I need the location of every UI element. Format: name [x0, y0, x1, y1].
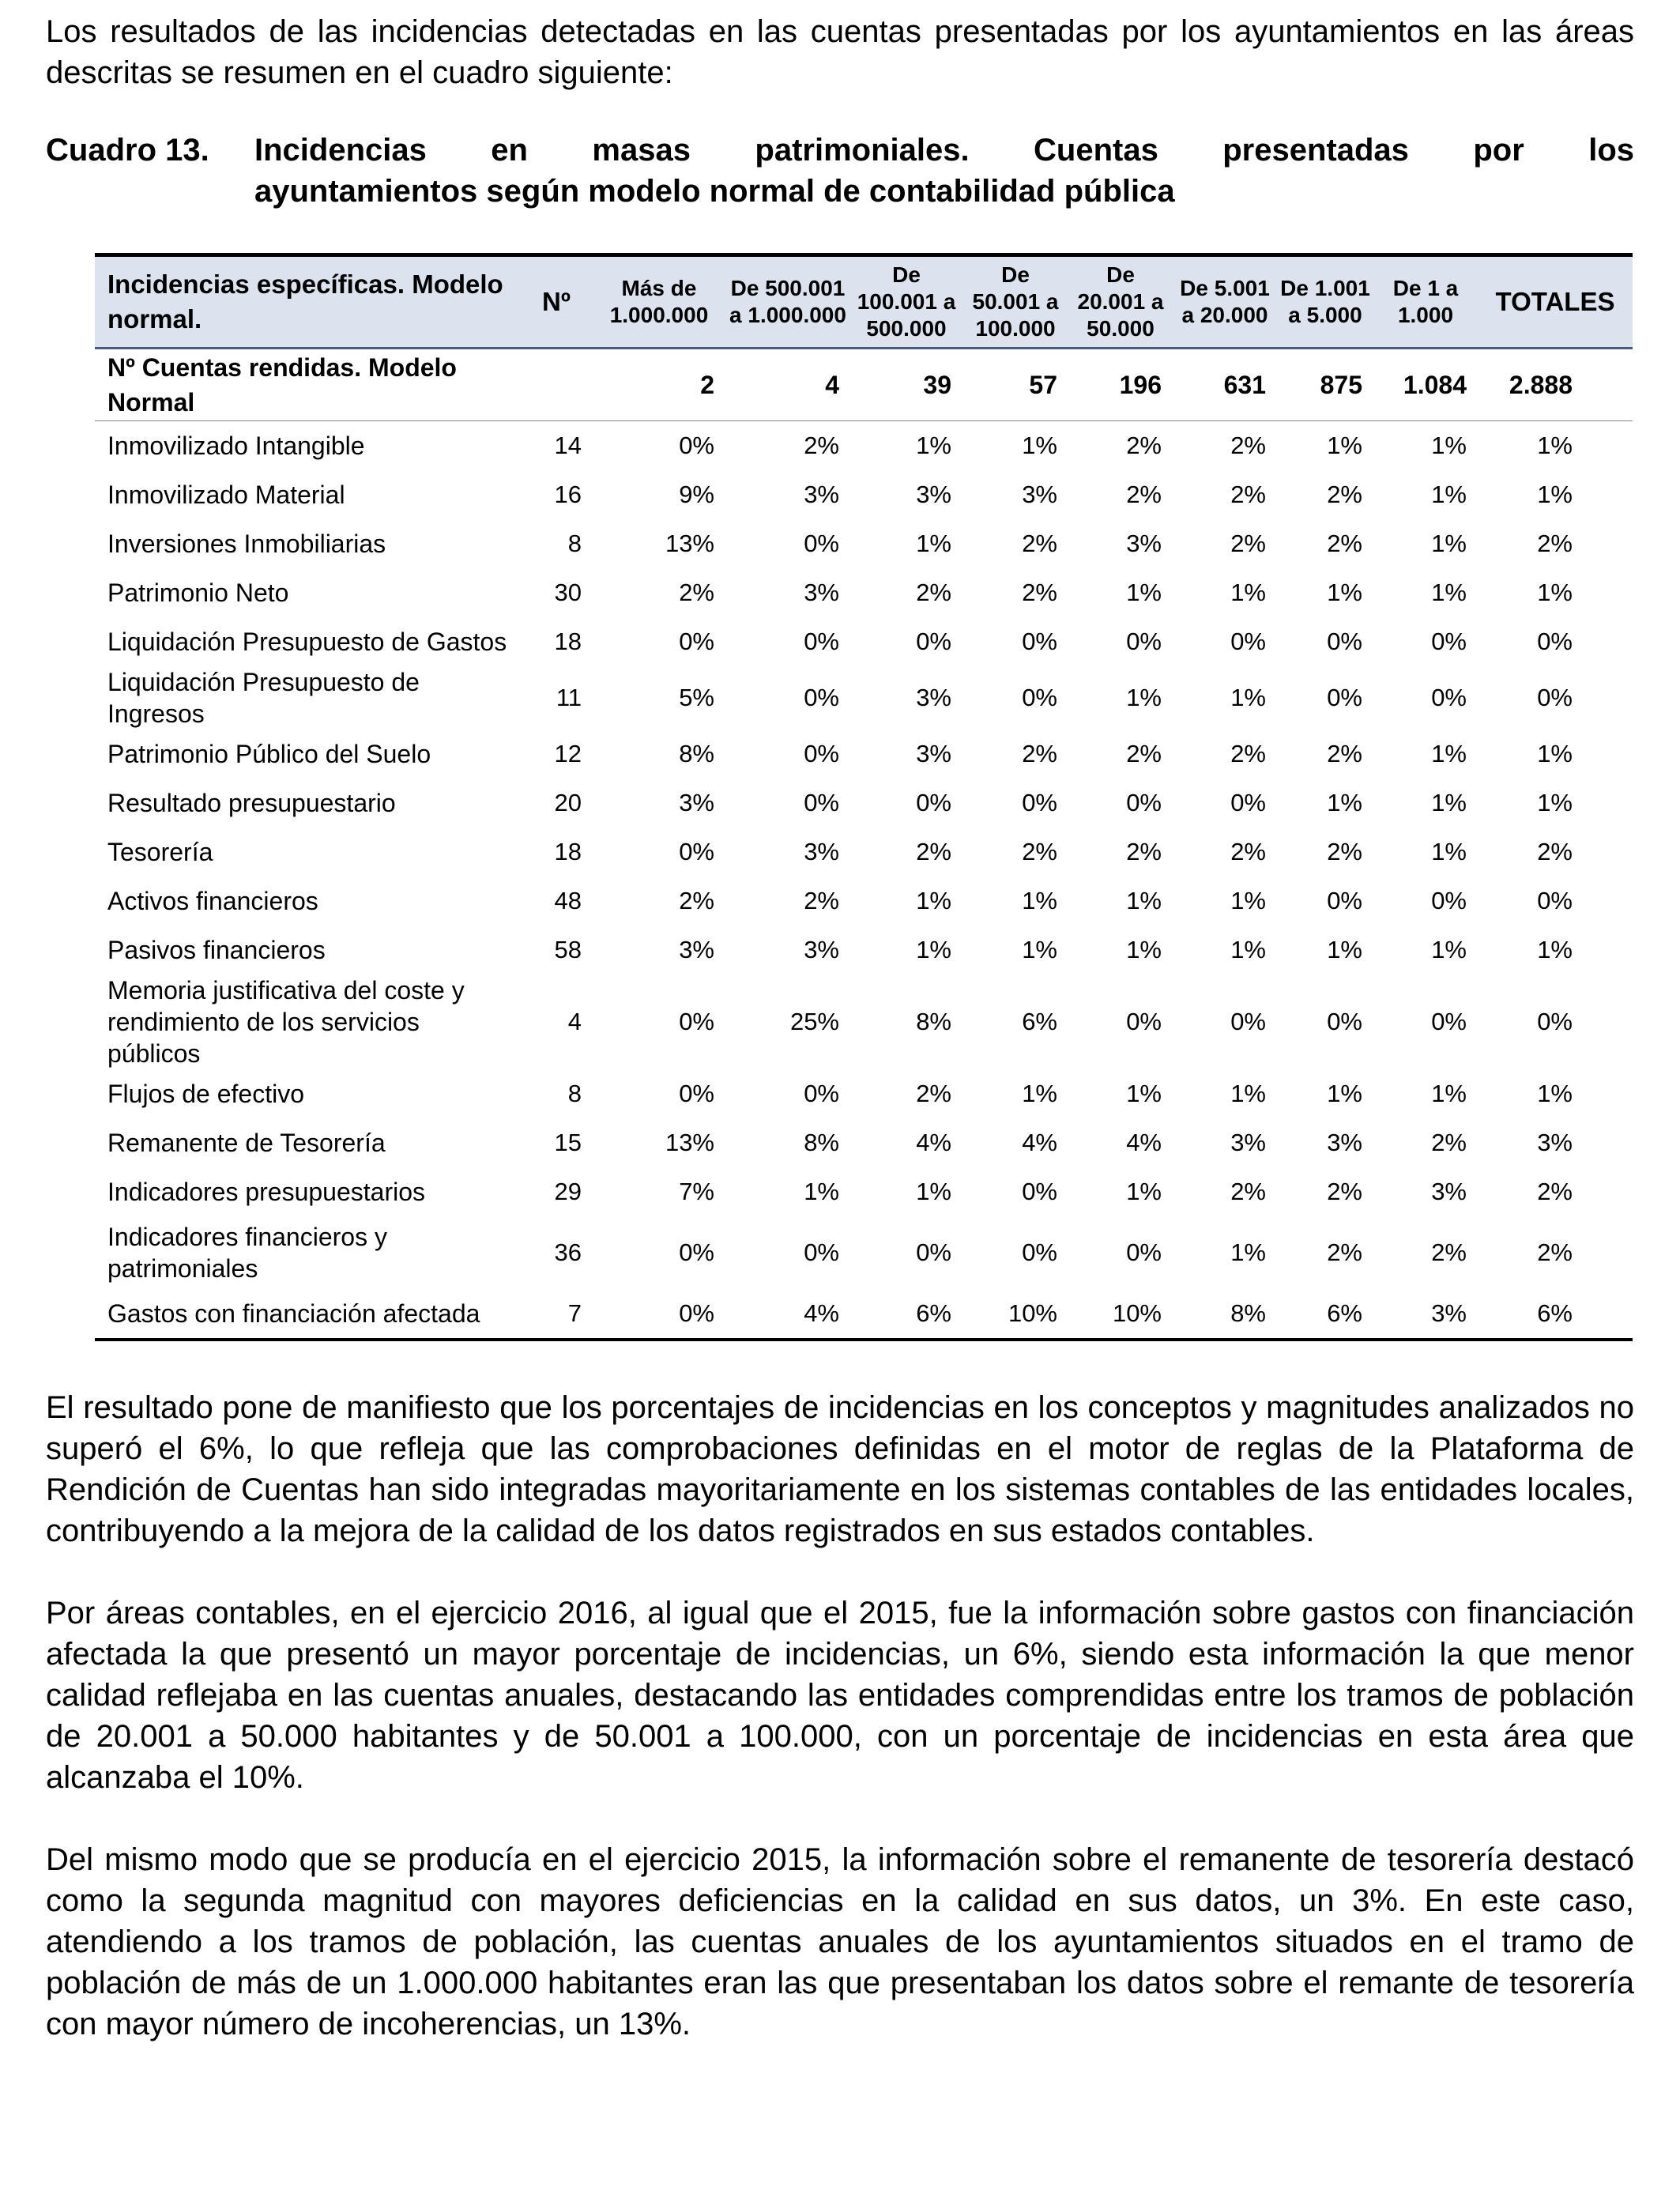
row-value-cell: 2%: [1230, 1178, 1266, 1205]
row-value-cell: 1%: [1022, 887, 1057, 914]
row-value-cell: 2%: [1327, 838, 1362, 865]
body-paragraph: Del mismo modo que se producía en el ejercicio 2015, la información sobre el remanente de tesorería destacó como la segunda magnitud con mayores deficiencias en la calidad en sus datos, un 3%. En este caso, atendiendo a los tramos de población, las cuentas anuales de los ayuntamientos situados en el tramo de población de más de un 1.000.000 habitantes eran las que presentaban los datos sobre el remante de tesorería con mayor número de incoherencias, un 13%.: [46, 1842, 1634, 2041]
table-header-row: [95, 255, 1633, 349]
row-value-cell: 0%: [1126, 1008, 1162, 1035]
row-count-cell: 14: [554, 432, 582, 459]
header-column: De 5.001 a 20.000: [1173, 255, 1277, 349]
row-value-cell: 1%: [1230, 1238, 1266, 1266]
table-row: [95, 568, 1633, 617]
row-value-cell: 0%: [679, 1238, 714, 1266]
row-value-cell: 0%: [1327, 684, 1362, 711]
row-value-cell: 1%: [916, 1178, 951, 1205]
row-label: Remanente de Tesorería: [107, 1129, 386, 1157]
table-row: [95, 778, 1633, 827]
row-value-cell: 8%: [679, 740, 714, 767]
row-value-cell: 1%: [1230, 684, 1266, 711]
row-value-cell: 1%: [1327, 1080, 1362, 1107]
table-row: [95, 1216, 1633, 1289]
row-value-cell: 1%: [916, 887, 951, 914]
row-label: Pasivos financieros: [107, 936, 326, 964]
row-value-cell: 3%: [804, 579, 839, 606]
body-paragraphs: [46, 1387, 1634, 2045]
row-value-cell: 0%: [1431, 684, 1467, 711]
row-value-cell: 0%: [679, 838, 714, 865]
row-count-cell: 11: [556, 684, 582, 711]
row-value-cell: 1%: [1327, 789, 1362, 816]
row-value-cell: 1%: [1431, 530, 1467, 557]
body-paragraph: El resultado pone de manifiesto que los porcentajes de incidencias en los conceptos y magnitudes analizados no superó el 6%, lo que refleja que las comprobaciones definidas en el motor de reglas de la Plataforma de Rendición de Cuentas han sido integradas mayoritariamente en los sistemas contables de las entidades locales, contribuyendo a la mejora de la calidad de los datos registrados en sus estados contables.: [46, 1390, 1634, 1548]
row-count-cell: 58: [554, 936, 582, 963]
table-row: [95, 925, 1633, 974]
row-value-cell: 2%: [1230, 481, 1266, 508]
row-label: Inversiones Inmobiliarias: [107, 530, 386, 558]
row-value-cell: 2%: [1022, 579, 1057, 606]
row-label: Inmovilizado Intangible: [107, 432, 365, 460]
row-value-cell: 2%: [1537, 838, 1573, 865]
row-value-cell: 6%: [1022, 1008, 1057, 1035]
row-count-cell: 15: [554, 1129, 582, 1156]
row-count-cell: 48: [554, 887, 582, 914]
row-value-cell: 1%: [1126, 936, 1162, 963]
row-value-cell: 631: [1173, 349, 1277, 421]
row-value-cell: 4%: [1022, 1129, 1057, 1156]
row-value-cell: 1%: [1230, 579, 1266, 606]
row-value-cell: 1%: [1431, 1080, 1467, 1107]
row-value-cell: 8%: [1173, 1289, 1277, 1340]
row-label: Gastos con financiación afectada: [95, 1289, 520, 1340]
row-value-cell: 1%: [1022, 1080, 1057, 1107]
row-value-cell: 0%: [1327, 628, 1362, 655]
row-value-cell: 0%: [679, 1080, 714, 1107]
row-value-cell: 1%: [1230, 887, 1266, 914]
row-value-cell: 6%: [1478, 1289, 1633, 1340]
row-value-cell: 1%: [1537, 579, 1573, 606]
row-value-cell: 2%: [1431, 1129, 1467, 1156]
row-value-cell: 3%: [804, 936, 839, 963]
row-value-cell: 0%: [804, 1238, 839, 1266]
row-value-cell: 3%: [1431, 1178, 1467, 1205]
row-value-cell: 0%: [804, 530, 839, 557]
row-count-cell: 20: [554, 789, 582, 816]
row-label: Tesorería: [107, 838, 213, 866]
row-value-cell: 0%: [804, 684, 839, 711]
row-value-cell: 2%: [1022, 838, 1057, 865]
row-value-cell: 3%: [1537, 1129, 1573, 1156]
table-row: [95, 974, 1633, 1069]
row-label: Nº Cuentas rendidas. Modelo Normal: [95, 349, 520, 421]
table-row: [95, 876, 1633, 925]
row-value-cell: 4%: [1126, 1129, 1162, 1156]
row-value-cell: 13%: [665, 530, 714, 557]
row-value-cell: 2%: [1327, 530, 1362, 557]
row-count-cell: 36: [554, 1238, 582, 1266]
row-value-cell: 0%: [804, 628, 839, 655]
row-value-cell: 0%: [1022, 684, 1057, 711]
row-value-cell: 2%: [1537, 1178, 1573, 1205]
row-value-cell: 2%: [1230, 432, 1266, 459]
row-value-cell: 1%: [1537, 432, 1573, 459]
row-value-cell: 2.888: [1478, 349, 1633, 421]
caption-label: Cuadro 13.: [46, 133, 209, 168]
row-label: Inmovilizado Material: [107, 481, 345, 509]
row-value-cell: 2%: [1126, 740, 1162, 767]
row-value-cell: 0%: [679, 628, 714, 655]
row-label: Patrimonio Público del Suelo: [107, 740, 431, 768]
row-value-cell: 1%: [1431, 936, 1467, 963]
row-value-cell: 3%: [1327, 1129, 1362, 1156]
row-value-cell: 1%: [1327, 432, 1362, 459]
row-count-cell: 16: [554, 481, 582, 508]
row-label: Indicadores financieros y patrimoniales: [107, 1223, 387, 1283]
row-value-cell: 0%: [916, 628, 951, 655]
row-label: Liquidación Presupuesto de Ingresos: [107, 668, 420, 728]
row-value-cell: 0%: [1022, 628, 1057, 655]
row-label: Flujos de efectivo: [107, 1080, 305, 1108]
row-value-cell: 10%: [1068, 1289, 1173, 1340]
row-value-cell: 2%: [1537, 530, 1573, 557]
incidencias-table: [95, 253, 1633, 1341]
row-value-cell: 1%: [1126, 579, 1162, 606]
table-row: [95, 729, 1633, 778]
row-count-cell: 8: [567, 1080, 582, 1107]
document-page: [46, 11, 1634, 2045]
table-row: [95, 1289, 1633, 1340]
row-value-cell: 0%: [804, 789, 839, 816]
row-value-cell: 1%: [1327, 936, 1362, 963]
row-value-cell: 0%: [1230, 789, 1266, 816]
row-count-cell: [520, 349, 593, 421]
row-value-cell: 1.084: [1373, 349, 1478, 421]
row-count-cell: 18: [554, 628, 582, 655]
row-value-cell: 1%: [1537, 740, 1573, 767]
row-value-cell: 0%: [593, 1289, 725, 1340]
row-value-cell: 0%: [1537, 684, 1573, 711]
row-value-cell: 6%: [1277, 1289, 1373, 1340]
table-caption: [46, 130, 1634, 212]
row-value-cell: 1%: [1022, 432, 1057, 459]
caption-title: [254, 130, 1634, 212]
row-value-cell: 5%: [679, 684, 714, 711]
table-row: [95, 1167, 1633, 1216]
row-value-cell: 10%: [962, 1289, 1068, 1340]
row-value-cell: 2%: [804, 887, 839, 914]
row-value-cell: 3%: [1022, 481, 1057, 508]
row-value-cell: 2%: [1327, 740, 1362, 767]
row-value-cell: 2%: [1431, 1238, 1467, 1266]
row-value-cell: 1%: [1230, 1080, 1266, 1107]
caption-title-line2: ayuntamientos según modelo normal de contabilidad pública: [254, 174, 1175, 209]
row-value-cell: 2%: [1022, 740, 1057, 767]
row-value-cell: 3%: [679, 789, 714, 816]
row-value-cell: 2%: [1327, 1238, 1362, 1266]
row-value-cell: 0%: [1537, 887, 1573, 914]
row-value-cell: 2%: [1537, 1238, 1573, 1266]
row-label: Liquidación Presupuesto de Gastos: [107, 628, 507, 656]
table-body: [95, 349, 1633, 1340]
row-value-cell: 1%: [1431, 789, 1467, 816]
row-value-cell: 2%: [679, 579, 714, 606]
header-column: De 500.001 a 1.000.000: [725, 255, 850, 349]
row-value-cell: 1%: [1431, 579, 1467, 606]
row-value-cell: 2%: [1022, 530, 1057, 557]
row-label: Memoria justificativa del coste y rendimiento de los servicios públicos: [107, 976, 465, 1068]
row-value-cell: 1%: [1126, 1178, 1162, 1205]
row-value-cell: 3%: [804, 481, 839, 508]
row-value-cell: 1%: [1431, 838, 1467, 865]
table-row: [95, 421, 1633, 471]
table-row: [95, 470, 1633, 519]
header-column: De 100.001 a 500.000: [850, 255, 962, 349]
header-column: De 20.001 a 50.000: [1068, 255, 1173, 349]
table-row: [95, 1118, 1633, 1167]
header-column: Más de 1.000.000: [593, 255, 725, 349]
row-value-cell: 2%: [1230, 530, 1266, 557]
row-value-cell: 1%: [1327, 579, 1362, 606]
row-value-cell: 3%: [1373, 1289, 1478, 1340]
row-count-cell: 29: [554, 1178, 582, 1205]
body-paragraph: Por áreas contables, en el ejercicio 2016, al igual que el 2015, fue la información sobre gastos con financiación afectada la que presentó un mayor porcentaje de incidencias, un 6%, siendo esta información la que menor calidad reflejaba en las cuentas anuales, destacando las entidades comprendidas entre los tramos de población de 20.001 a 50.000 habitantes y de 50.001 a 100.000, con un porcentaje de incidencias en esta área que alcanzaba el 10%.: [46, 1596, 1634, 1795]
row-value-cell: 2%: [1126, 838, 1162, 865]
row-label: Resultado presupuestario: [107, 789, 396, 817]
row-count-cell: 8: [567, 530, 582, 557]
row-value-cell: 0%: [916, 1238, 951, 1266]
row-value-cell: 1%: [804, 1178, 839, 1205]
row-value-cell: 0%: [1537, 628, 1573, 655]
row-value-cell: 1%: [916, 530, 951, 557]
header-column: De 1.001 a 5.000: [1277, 255, 1373, 349]
row-label: Indicadores presupuestarios: [107, 1178, 426, 1206]
row-value-cell: 1%: [916, 936, 951, 963]
row-value-cell: 1%: [1431, 432, 1467, 459]
row-value-cell: 6%: [850, 1289, 962, 1340]
row-count-cell: 18: [554, 838, 582, 865]
row-value-cell: 3%: [916, 481, 951, 508]
row-value-cell: 3%: [804, 838, 839, 865]
row-value-cell: 1%: [1126, 684, 1162, 711]
row-value-cell: 0%: [1126, 628, 1162, 655]
row-count-cell: 30: [554, 579, 582, 606]
row-value-cell: 0%: [804, 1080, 839, 1107]
intro-paragraph: Los resultados de las incidencias detectadas en las cuentas presentadas por los ayuntamientos en las áreas descritas se resumen en el cuadro siguiente:: [46, 14, 1634, 90]
row-value-cell: 0%: [1230, 628, 1266, 655]
row-value-cell: 4%: [725, 1289, 850, 1340]
row-value-cell: 4: [725, 349, 850, 421]
row-value-cell: 3%: [1230, 1129, 1266, 1156]
row-value-cell: 0%: [1022, 1238, 1057, 1266]
row-value-cell: 0%: [1431, 1008, 1467, 1035]
row-value-cell: 9%: [679, 481, 714, 508]
row-value-cell: 13%: [665, 1129, 714, 1156]
row-value-cell: 0%: [1431, 887, 1467, 914]
row-value-cell: 2%: [1230, 740, 1266, 767]
row-count-cell: 4: [567, 1008, 582, 1035]
row-value-cell: 0%: [1126, 1238, 1162, 1266]
row-value-cell: 875: [1277, 349, 1373, 421]
row-value-cell: 1%: [916, 432, 951, 459]
row-value-cell: 0%: [1022, 1178, 1057, 1205]
table-row: [95, 1069, 1633, 1118]
row-value-cell: 39: [850, 349, 962, 421]
row-value-cell: 0%: [804, 740, 839, 767]
row-value-cell: 1%: [1126, 1080, 1162, 1107]
row-value-cell: 0%: [1327, 887, 1362, 914]
row-value-cell: 2%: [1126, 432, 1162, 459]
table-row: [95, 519, 1633, 568]
row-value-cell: 1%: [1022, 936, 1057, 963]
row-value-cell: 1%: [1230, 936, 1266, 963]
row-value-cell: 2%: [916, 579, 951, 606]
header-count: Nº: [520, 255, 593, 349]
row-value-cell: 1%: [1537, 789, 1573, 816]
row-value-cell: 3%: [1126, 530, 1162, 557]
row-value-cell: 2%: [916, 1080, 951, 1107]
row-value-cell: 1%: [1126, 887, 1162, 914]
row-value-cell: 0%: [679, 432, 714, 459]
table-container: [95, 253, 1633, 1341]
row-count-cell: 12: [554, 740, 582, 767]
table-row: [95, 617, 1633, 666]
row-value-cell: 0%: [1537, 1008, 1573, 1035]
row-value-cell: 2%: [804, 432, 839, 459]
header-column: TOTALES: [1478, 255, 1633, 349]
row-value-cell: 3%: [679, 936, 714, 963]
row-value-cell: 0%: [1230, 1008, 1266, 1035]
row-value-cell: 0%: [1431, 628, 1467, 655]
row-value-cell: 3%: [916, 740, 951, 767]
header-concept: Incidencias específicas. Modelo normal.: [95, 255, 520, 349]
row-value-cell: 2%: [1327, 481, 1362, 508]
row-count-cell: 7: [520, 1289, 593, 1340]
row-value-cell: 0%: [1022, 789, 1057, 816]
row-value-cell: 1%: [1537, 481, 1573, 508]
row-value-cell: 25%: [789, 1008, 839, 1035]
row-value-cell: 3%: [916, 684, 951, 711]
row-value-cell: 0%: [1327, 1008, 1362, 1035]
header-column: De 1 a 1.000: [1373, 255, 1478, 349]
row-value-cell: 1%: [1431, 740, 1467, 767]
caption-title-line1: Incidencias en masas patrimoniales. Cuentas presentadas por los: [254, 133, 1634, 168]
row-value-cell: 196: [1068, 349, 1173, 421]
row-value-cell: 2%: [916, 838, 951, 865]
row-value-cell: 1%: [1537, 936, 1573, 963]
row-value-cell: 1%: [1537, 1080, 1573, 1107]
row-value-cell: 0%: [679, 1008, 714, 1035]
total-row: [95, 349, 1633, 421]
table-row: [95, 827, 1633, 876]
row-value-cell: 2%: [1126, 481, 1162, 508]
row-value-cell: 2: [593, 349, 725, 421]
header-column: De 50.001 a 100.000: [962, 255, 1068, 349]
row-value-cell: 1%: [1431, 481, 1467, 508]
row-value-cell: 8%: [804, 1129, 839, 1156]
row-value-cell: 0%: [916, 789, 951, 816]
table-row: [95, 666, 1633, 729]
row-label: Patrimonio Neto: [107, 579, 289, 607]
row-value-cell: 57: [962, 349, 1068, 421]
row-value-cell: 0%: [1126, 789, 1162, 816]
row-value-cell: 7%: [679, 1178, 714, 1205]
row-value-cell: 2%: [1230, 838, 1266, 865]
row-value-cell: 8%: [916, 1008, 951, 1035]
row-value-cell: 4%: [916, 1129, 951, 1156]
row-value-cell: 2%: [679, 887, 714, 914]
row-label: Activos financieros: [107, 887, 318, 915]
row-value-cell: 2%: [1327, 1178, 1362, 1205]
